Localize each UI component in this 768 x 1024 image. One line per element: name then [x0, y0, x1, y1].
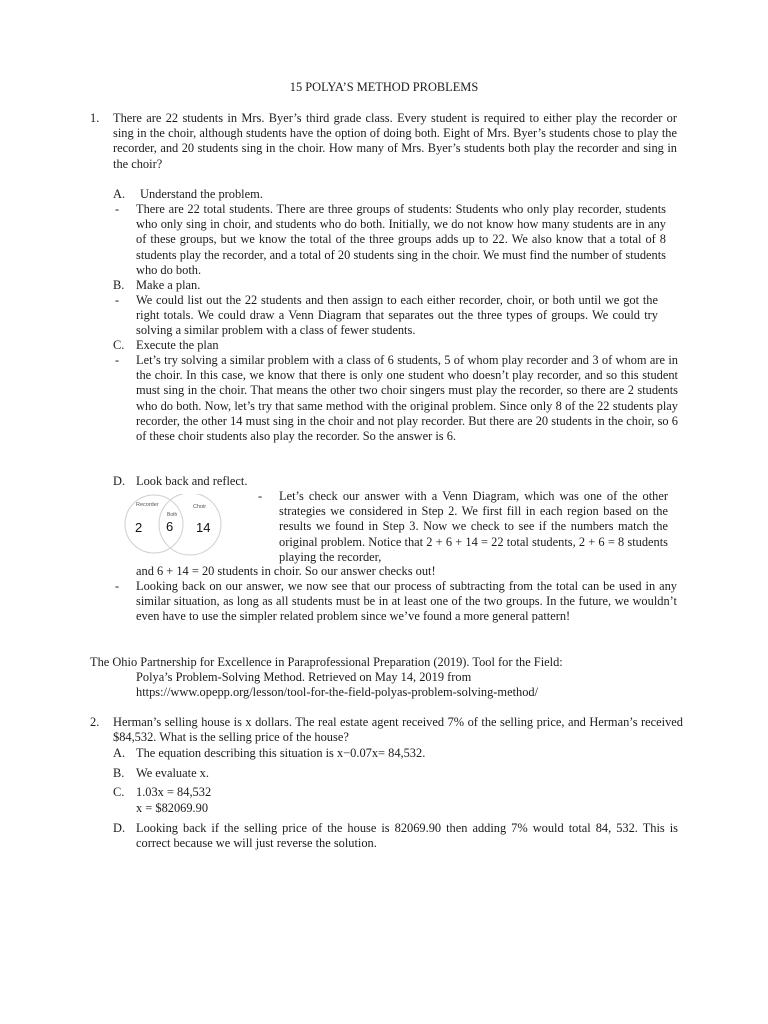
venn-value-recorder-only: 2 [135, 520, 143, 535]
problem-1-step-b-label: B. [113, 278, 125, 292]
problem-2-step-a-label: A. [113, 746, 126, 760]
problem-1-question: There are 22 students in Mrs. Byer’s third grade class. Every student is required to either play the recorder or sing in the choir, although students have the option of doing both. Eight of Mrs. Byer’s students chose to play the recorder, and 20 students sing in the choir. How many of Mrs. Byer’s students both play the recorder and sing in the choir? [113, 111, 677, 171]
venn-value-choir-only: 14 [196, 520, 211, 535]
venn-label-both: Both [167, 512, 178, 518]
problem-1-number: 1. [90, 111, 100, 125]
problem-2-question: Herman’s selling house is x dollars. The real estate agent received 7% of the selling price, and Herman’s received $84,532. What is the selling price of the house? [113, 715, 683, 745]
problem-1-step-d-venn-tail: and 6 + 14 = 20 students in choir. So our answer checks out! [136, 564, 436, 578]
problem-2-step-d-text: Looking back if the selling price of the house is 82069.90 then adding 7% would total 84, 532. This is correct because we will just reverse the solution. [136, 821, 678, 851]
venn-diagram [118, 494, 228, 556]
problem-2-step-d-label: D. [113, 821, 126, 835]
bullet-dash: - [115, 353, 120, 367]
venn-label-recorder: Recorder [136, 502, 159, 508]
bullet-dash: - [115, 579, 120, 593]
problem-2-step-b-label: B. [113, 766, 125, 780]
problem-1-step-d-venn-text: Let’s check our answer with a Venn Diagram, which was one of the other strategies we considered in Step 2. We first fill in each region based on the results we found in Step 3. Now we check to see if the numbers match the original problem. Notice that 2 + 6 + 14 = 22 total students, 2 + 6 = 8 students playing the recorder, [279, 489, 668, 564]
page-title: 15 POLYA’S METHOD PROBLEMS [289, 80, 479, 94]
bullet-dash: - [115, 293, 120, 307]
reference-url: https://www.opepp.org/lesson/tool-for-the-field-polyas-problem-solving-method/ [136, 685, 539, 699]
problem-1-step-b-text: We could list out the 22 students and then assign to each either recorder, choir, or both until we got the right totals. We could draw a Venn Diagram that separates out the three types of groups. We could try solving a similar problem with a class of fewer students. [136, 293, 658, 338]
problem-1-step-c-text: Let’s try solving a similar problem with a class of 6 students, 5 of whom play recorder and 3 of whom are in the choir. In this case, we know that there is only one student who doesn’t play recorder, and so this student must sing in the choir. That means the other two choir singers must play the recorder, so there are 2 students who do both. Now, let’s try that same method with the original problem. Since only 8 of the 22 students play recorder, the other 14 must sing in the choir and not play recorder. But there are 20 students in the choir, so 6 of these choir students also play the recorder. So the answer is 6. [136, 353, 678, 444]
bullet-dash: - [258, 489, 263, 503]
bullet-dash: - [115, 202, 120, 216]
venn-label-choir: Choir [193, 504, 207, 510]
problem-1-step-b-title: Make a plan. [136, 278, 201, 292]
reference-line-1: The Ohio Partnership for Excellence in Paraprofessional Preparation (2019). Tool for the Field: [90, 655, 563, 669]
problem-1-step-c-label: C. [113, 338, 125, 352]
problem-2-step-c-line-1: 1.03x = 84,532 [136, 785, 212, 799]
problem-2-step-c-line-2: x = $82069.90 [136, 801, 209, 815]
venn-value-both: 6 [166, 519, 174, 534]
problem-1-step-a-text: There are 22 total students. There are three groups of students: Students who only play recorder, students who only sing in choir, and students who do both. Initially, we do not know how many students are in any of these groups, but we know the total of the three groups adds up to 22. We also know that a total of 8 students play the recorder, and a total of 20 students sing in the choir. We must find the number of students who do both. [136, 202, 666, 277]
problem-1-step-c-title: Execute the plan [136, 338, 219, 352]
problem-1-step-d-text: Looking back on our answer, we now see that our process of subtracting from the total can be used in any similar situation, as long as all students must be in at least one of the two groups. In the future, we wouldn’t even have to use the simpler related problem since we’ve found a more general pattern! [136, 579, 677, 624]
problem-1-step-d-title: Look back and reflect. [136, 474, 248, 488]
problem-1-step-d-label: D. [113, 474, 126, 488]
problem-1-step-a-label: A. [113, 187, 126, 201]
problem-2-step-c-label: C. [113, 785, 125, 799]
problem-2-step-b-text: We evaluate x. [136, 766, 209, 780]
reference-line-2: Polya’s Problem-Solving Method. Retrieved on May 14, 2019 from [136, 670, 472, 684]
problem-2-step-a-text: The equation describing this situation is x−0.07x= 84,532. [136, 746, 426, 760]
problem-2-number: 2. [90, 715, 100, 729]
problem-1-step-a-title: Understand the problem. [140, 187, 263, 201]
